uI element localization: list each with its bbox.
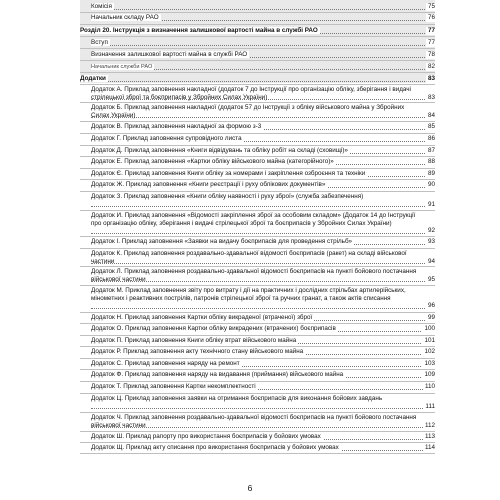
row-divider — [80, 236, 435, 237]
toc-entry[interactable] — [80, 383, 435, 391]
toc-entry[interactable] — [80, 135, 435, 143]
toc-entry[interactable] — [80, 75, 435, 83]
row-divider — [80, 60, 435, 61]
row-divider — [80, 346, 435, 347]
row-divider — [80, 168, 435, 169]
row-divider — [80, 24, 435, 25]
row-divider — [80, 442, 435, 443]
row-divider — [80, 323, 435, 324]
toc-entry[interactable] — [80, 39, 435, 47]
dot-leader — [91, 206, 435, 207]
row-divider — [80, 36, 435, 37]
toc-entry[interactable] — [80, 238, 435, 246]
table-of-contents — [80, 0, 435, 500]
toc-entry-page: 78 — [427, 51, 435, 58]
toc-entry-page: 114 — [424, 444, 435, 451]
toc-entry-page: 90 — [427, 181, 435, 188]
toc-entry-page: 76 — [427, 14, 435, 21]
toc-entry[interactable] — [80, 51, 435, 59]
toc-entry-page: 109 — [424, 371, 435, 378]
dot-leader — [91, 308, 435, 309]
toc-entry-page: 86 — [427, 135, 435, 142]
toc-entry-title: Комісія — [91, 3, 112, 10]
row-divider — [80, 266, 435, 267]
toc-entry[interactable] — [80, 170, 435, 178]
toc-entry[interactable] — [80, 371, 435, 379]
toc-entry-title: Додаток Е. Приклад заповнення «Картки обліку військового майна (категорійного)» — [91, 158, 334, 165]
toc-entry-page: 113 — [424, 433, 435, 440]
toc-entry[interactable] — [80, 86, 435, 101]
toc-entry[interactable] — [80, 287, 435, 310]
toc-entry-title: Додаток Ц. Приклад заповнення заявки на отримання боєприпасів для виконання бойових завдань — [91, 395, 383, 402]
toc-entry-title: Додаток В. Приклад заповнення накладної за формою з-3 — [91, 123, 262, 130]
toc-entry[interactable] — [80, 268, 435, 283]
row-divider — [80, 145, 435, 146]
toc-entry-page: 88 — [427, 158, 435, 165]
toc-entry-page: 89 — [427, 170, 435, 177]
dot-leader — [91, 233, 435, 234]
toc-entry-page: 84 — [427, 111, 435, 119]
row-divider — [80, 431, 435, 432]
toc-entry-page: 82 — [427, 63, 435, 70]
toc-entry-title: Додаток Ж. Приклад заповнення «Книги реєстрації і руху облікових документів» — [91, 181, 326, 188]
toc-entry[interactable] — [80, 414, 435, 429]
row-divider — [80, 12, 435, 13]
row-divider — [80, 191, 435, 192]
toc-entry-page: 94 — [427, 257, 435, 265]
toc-entry-title: Додаток Н. Приклад заповнення Картки обліку викраденої (втраченої) зброї — [91, 314, 313, 321]
dot-leader — [91, 408, 435, 409]
toc-entry-page: 111 — [425, 402, 435, 410]
toc-entry[interactable] — [80, 395, 435, 410]
row-divider — [80, 453, 435, 454]
toc-entry-title: Додаток Р. Приклад заповнення акту технічного стану військового майна — [91, 348, 304, 355]
toc-entry[interactable] — [80, 147, 435, 155]
toc-entry-title: Додаток Т. Приклад заповнення Картки некомплектності — [91, 383, 256, 390]
toc-entry-title: Додаток О. Приклад заповнення Картки обліку викрадених (втрачених) боєприпасів — [91, 325, 336, 332]
row-divider — [80, 72, 435, 73]
toc-entry-page: 101 — [424, 337, 435, 344]
toc-entry[interactable] — [80, 348, 435, 356]
row-divider — [80, 84, 435, 85]
toc-entry-page: 92 — [427, 227, 435, 235]
row-divider — [80, 210, 435, 211]
toc-entry-page: 110 — [424, 383, 435, 390]
toc-entry[interactable] — [80, 325, 435, 333]
toc-entry-page: 87 — [427, 147, 435, 154]
toc-entry-title: Визначення залишкової вартості майна в службі РАО — [91, 51, 248, 58]
toc-entry-title: Додаток Ф. Приклад заповнення наряду на видавання (приймання) військового майна — [91, 371, 344, 378]
row-divider — [80, 285, 435, 286]
toc-entry-title: Додаток Л. Приклад заповнення роздавально-здавальної відомості боєприпасів на пункті бойового постачання військової частини — [91, 268, 417, 283]
toc-entry[interactable] — [80, 123, 435, 131]
toc-entry-page: 85 — [427, 123, 435, 130]
toc-entry[interactable] — [80, 63, 435, 71]
toc-entry-title: Вступ — [91, 39, 108, 46]
toc-entry-page: 95 — [427, 275, 435, 283]
toc-entry-title: Додаток М. Приклад заповнення звіту про витрату і дії на практичних і дослідних стрільбах артилерійських, мінометних і реактивних пострілів, патронів стрілецької зброї та ручних гранат, а також актів списання — [91, 287, 406, 302]
dot-leader — [91, 45, 435, 46]
toc-entry[interactable] — [80, 104, 435, 119]
row-divider — [80, 412, 435, 413]
row-divider — [80, 358, 435, 359]
toc-entry[interactable] — [80, 314, 435, 322]
toc-entry-title: Начальник служби РАО — [91, 64, 153, 70]
row-divider — [80, 179, 435, 180]
toc-entry-title: Додаток С. Приклад заповнення наряду на ремонт — [91, 360, 240, 367]
dot-leader — [91, 9, 435, 10]
toc-entry-title: Додатки — [80, 75, 106, 82]
toc-entry-page: 112 — [424, 421, 435, 429]
toc-entry[interactable] — [80, 27, 435, 35]
toc-entry-title: Розділ 20. Інструкція з визначення залишкової вартості майна в службі РАО — [80, 27, 318, 34]
toc-entry-title: Додаток Г. Приклад заповнення супровідного листа — [91, 135, 242, 142]
dot-leader — [80, 81, 435, 82]
row-divider — [80, 335, 435, 336]
row-divider — [80, 381, 435, 382]
toc-entry-title: Додаток Ш. Приклад рапорту про використання боєприпасів у бойових умовах — [91, 433, 321, 440]
toc-entry-title: Додаток Б. Приклад заповнення накладної (додаток 57 до Інструкції з обліку військового майна у Збройних Силах України) — [91, 104, 405, 119]
toc-entry[interactable] — [80, 193, 435, 208]
toc-entry-title: Додаток А. Приклад заповнення накладної (додаток 7 до Інструкції про організацію обліку, зберігання і видачі стрілецької зброї та боєприпасів у Збройних Силах України) — [91, 86, 411, 101]
toc-entry[interactable] — [80, 3, 435, 11]
toc-entry-title: Додаток Є. Приклад заповнення Книги обліку за номерами і закріплення озброєння та техніки — [91, 170, 366, 177]
row-divider — [80, 48, 435, 49]
toc-entry-page: 99 — [427, 314, 435, 321]
toc-entry[interactable] — [80, 444, 435, 452]
toc-entry[interactable] — [80, 360, 435, 368]
toc-entry-page: 77 — [427, 27, 435, 34]
toc-entry-page: 83 — [427, 93, 435, 101]
toc-entry-page: 103 — [424, 360, 435, 367]
toc-entry[interactable] — [80, 250, 435, 265]
toc-entry-title: Додаток Ч. Приклад заповнення роздавально-здавальної відомості боєприпасів на пункті бойового постачання військової частини — [91, 414, 417, 429]
toc-entry-title: Додаток К. Приклад заповнення роздавально-здавальної відомості боєприпасів (ракет) на складі військової частини — [91, 250, 407, 265]
row-divider — [80, 133, 435, 134]
page-number: 6 — [247, 483, 253, 493]
toc-entry[interactable] — [80, 14, 435, 22]
toc-entry-page: 83 — [427, 75, 435, 82]
toc-entry-title: Додаток І. Приклад заповнення «Заявки на видачу боєприпасів для проведення стрільб» — [91, 238, 353, 245]
row-divider — [80, 121, 435, 122]
toc-entry-title: Начальник складу РАО — [91, 14, 159, 21]
toc-entry-page: 77 — [427, 39, 435, 46]
toc-entry-page: 93 — [427, 238, 435, 245]
toc-entry[interactable] — [80, 337, 435, 345]
row-divider — [80, 312, 435, 313]
toc-entry-page: 100 — [424, 325, 435, 332]
row-divider — [80, 248, 435, 249]
toc-entry-page: 96 — [427, 302, 435, 310]
row-divider — [80, 369, 435, 370]
toc-entry-page: 75 — [427, 3, 435, 10]
toc-entry-page: 102 — [424, 348, 435, 355]
row-divider — [80, 156, 435, 157]
toc-entry[interactable] — [80, 433, 435, 441]
row-divider — [80, 102, 435, 103]
toc-entry-title: Додаток З. Приклад заповнення «Книги обліку наявності і руху зброї» (служба забезпечення) — [91, 193, 364, 200]
toc-entry-page: 91 — [427, 200, 435, 208]
row-divider — [80, 393, 435, 394]
toc-entry-title: Додаток Щ. Приклад акту списання про використання боєприпасів у бойових умовах — [91, 444, 339, 451]
toc-entry-title: Додаток Д. Приклад заповнення «Книги відвідувань та обліку робіт на складі (сховищі)» — [91, 147, 348, 154]
toc-entry-title: Додаток П. Приклад заповнення Книги обліку втрат військового майна — [91, 337, 297, 344]
toc-entry[interactable] — [80, 212, 435, 235]
toc-entry[interactable] — [80, 158, 435, 166]
toc-entry[interactable] — [80, 181, 435, 189]
toc-entry-title: Додаток И. Приклад заповнення «Відомості закріплення зброї за особовим складом» (Додаток 14 до Інструкції про організацію обліку, зберігання і видачі стрілецької зброї та боєприпасів у Збройних Силах України) — [91, 212, 416, 227]
